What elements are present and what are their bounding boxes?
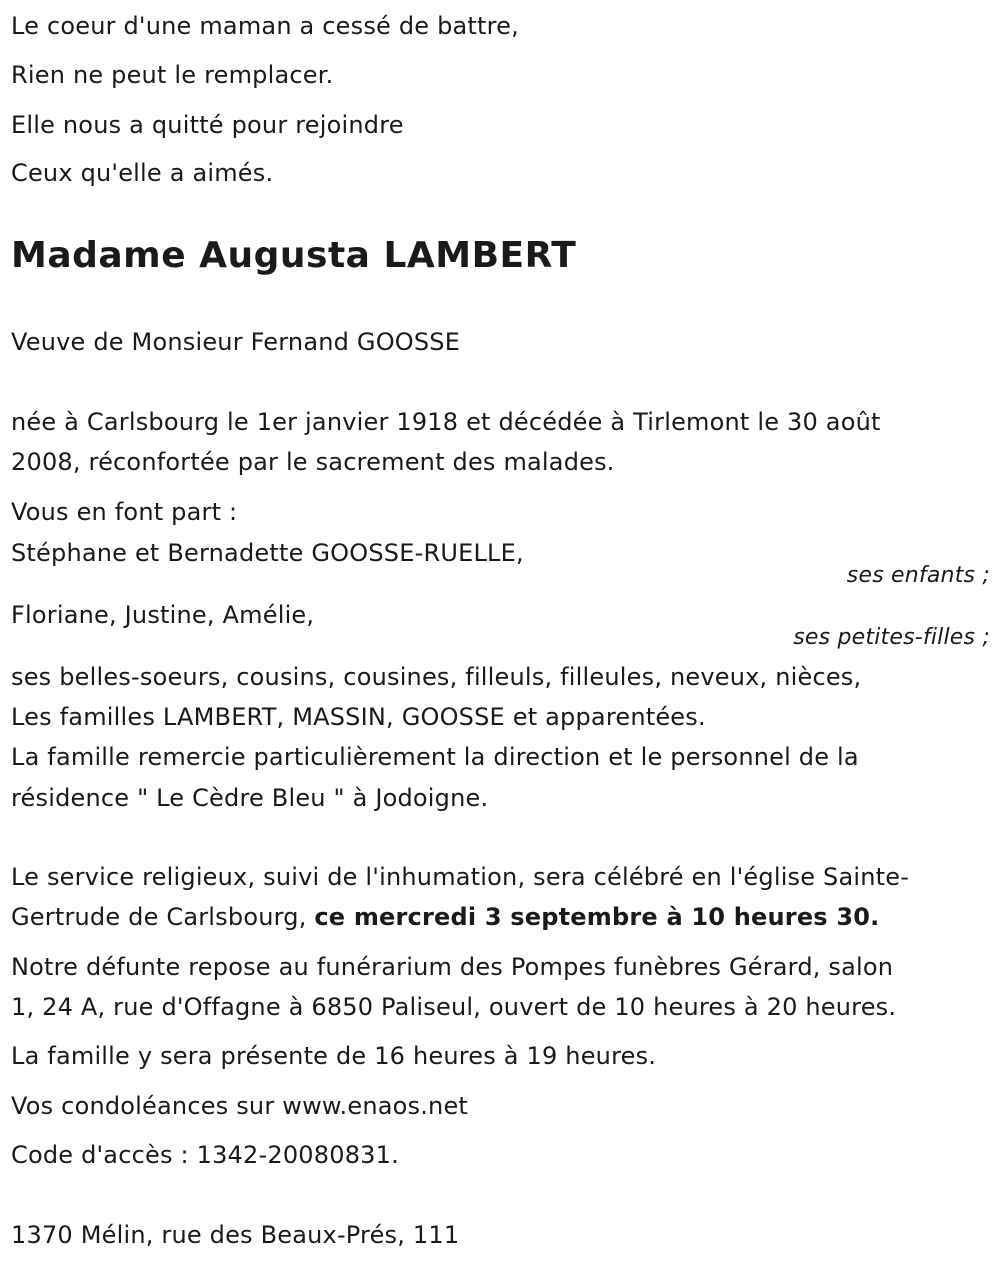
thanks-line-2: résidence " Le Cèdre Bleu " à Jodoigne. [11, 784, 489, 812]
address-line: 1370 Mélin, rue des Beaux-Prés, 111 [11, 1221, 460, 1249]
funerarium-line-1: Notre défunte repose au funérarium des Pompes funèbres Gérard, salon [11, 953, 894, 981]
announce-line: Vous en font part : [11, 498, 238, 526]
service-line-1: Le service religieux, suivi de l'inhumation, sera célébré en l'église Sainte- [11, 863, 910, 891]
grandchildren-relation: ses petites-filles ; [793, 625, 990, 650]
poem-line-1: Le coeur d'une maman a cessé de battre, [11, 12, 519, 40]
poem-line-3: Elle nous a quitté pour rejoindre [11, 111, 404, 139]
funerarium-line-2: 1, 24 A, rue d'Offagne à 6850 Paliseul, ouvert de 10 heures à 20 heures. [11, 993, 897, 1021]
birth-death-line-1: née à Carlsbourg le 1er janvier 1918 et décédée à Tirlemont le 30 août [11, 408, 881, 436]
condolences-line: Vos condoléances sur www.enaos.net [11, 1092, 469, 1120]
thanks-line-1: La famille remercie particulièrement la direction et le personnel de la [11, 743, 859, 771]
deceased-name: Madame Augusta LAMBERT [11, 235, 577, 276]
poem-line-4: Ceux qu'elle a aimés. [11, 159, 274, 187]
family-presence-line: La famille y sera présente de 16 heures à 19 heures. [11, 1042, 657, 1070]
access-code-line: Code d'accès : 1342-20080831. [11, 1141, 399, 1169]
families-line: Les familles LAMBERT, MASSIN, GOOSSE et apparentées. [11, 703, 706, 731]
spouse-line: Veuve de Monsieur Fernand GOOSSE [11, 328, 461, 356]
service-location: Gertrude de Carlsbourg, [11, 903, 315, 931]
children-relation: ses enfants ; [846, 563, 990, 588]
service-line-2 [11, 902, 879, 932]
grandchildren-names: Floriane, Justine, Amélie, [11, 601, 315, 629]
poem-line-2: Rien ne peut le remplacer. [11, 61, 334, 89]
children-names: Stéphane et Bernadette GOOSSE-RUELLE, [11, 539, 524, 567]
relatives-line: ses belles-soeurs, cousins, cousines, filleuls, filleules, neveux, nièces, [11, 663, 862, 691]
service-datetime: ce mercredi 3 septembre à 10 heures 30. [314, 903, 880, 931]
birth-death-line-2: 2008, réconfortée par le sacrement des malades. [11, 448, 615, 476]
